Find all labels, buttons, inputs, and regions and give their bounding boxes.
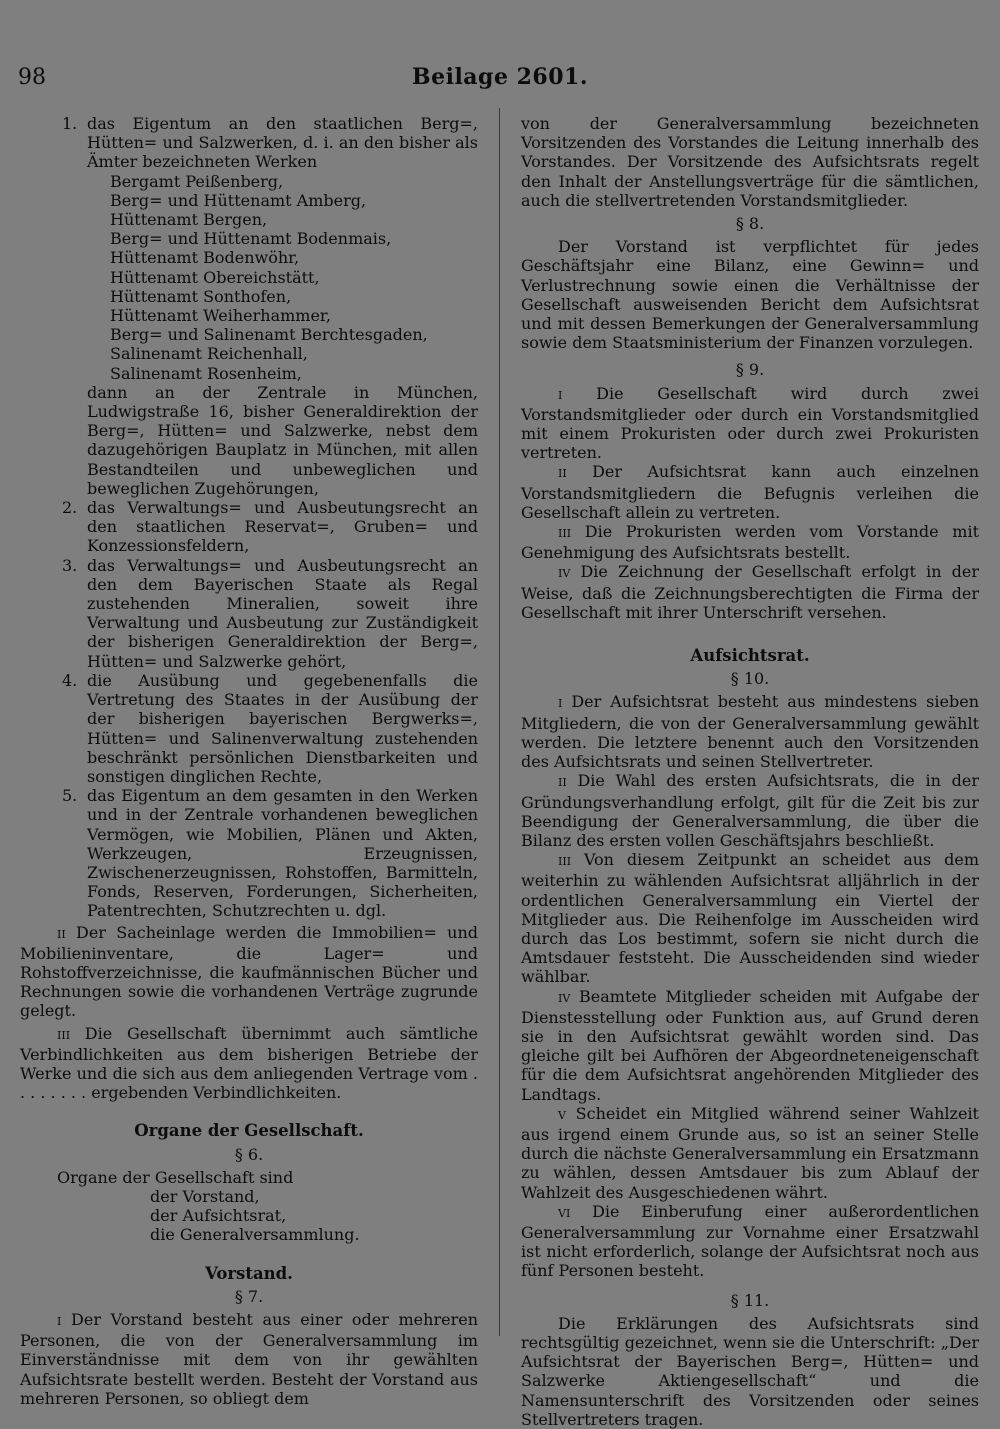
paragraph-text: Scheidet ein Mitglied während seiner Wahlzeit aus irgend einem Grunde aus, so ist an seiner Stelle durch die nächste Generalversammlung ein Ersatzmann zu wählen, dessen Amtsdauer bis zum Ablauf der Wahlzeit des Ausgeschiedenen währt. (521, 1103, 979, 1202)
item-text: das Verwaltungs= und Ausbeutungsrecht an den staatlichen Reservat=, Gruben= und Konzessionsfeldern, (87, 498, 478, 556)
paragraph (20, 923, 478, 1021)
list-item (20, 498, 478, 556)
organ-entry: die Generalversammlung. (150, 1225, 360, 1245)
paragraph (521, 384, 979, 463)
office-entry: Hüttenamt Sonthofen, (110, 286, 292, 306)
item-number: 3. (62, 555, 78, 575)
paragraph (20, 1024, 478, 1103)
paragraph-text: Die Erklärungen des Aufsichtsrats sind rechtsgültig gezeichnet, wenn sie die Unterschrift: „Der Aufsichtsrat der Bayerischen Berg=, Hütten= und Salzwerke Aktiengesellschaft“ und die Namensunterschrift des Vorsitzenden oder seines Stellvertreters tragen. (521, 1313, 979, 1429)
item-number: 2. (62, 498, 78, 518)
paragraph (521, 987, 979, 1104)
paragraph-mark: IV (558, 567, 571, 581)
paragraph-mark: II (558, 776, 567, 790)
left-column (20, 114, 478, 1408)
paragraph-number: § 10. (730, 669, 770, 689)
page-number: 98 (18, 65, 46, 90)
paragraph-mark: VI (558, 1206, 571, 1220)
list-item (20, 786, 478, 920)
paragraph-mark: III (558, 855, 572, 869)
item-text: das Eigentum an den staatlichen Berg=, Hütten= und Salzwerken, d. i. an den bisher als Ämter bezeichneten Werken (87, 114, 478, 172)
paragraph-text: Organe der Gesellschaft sind (57, 1167, 294, 1187)
item-text: das Eigentum an dem gesamten in den Werken und in der Zentrale vorhandenen beweglichen Vermögen, wie Mobilien, Plänen und Akten, Werkzeugen, Erzeugnissen, Zwischenerzeugnissen, Rohstoffen, Barmitteln, Fonds, Reserven, Forderungen, Sicherheiten, Patentrechten, Schutzrechten u. dgl. (87, 786, 478, 921)
page-header (0, 64, 1000, 94)
paragraph-mark: V (558, 1108, 566, 1122)
paragraph-mark: III (558, 527, 572, 541)
office-entry: Hüttenamt Bodenwöhr, (110, 248, 300, 268)
paragraph-mark: II (57, 927, 66, 941)
organ-entry: der Aufsichtsrat, (150, 1206, 287, 1226)
paragraph-text: von der Generalversammlung bezeichneten Vorsitzenden des Vorstandes die Leitung innerhalb des Vorstandes. Der Vorsitzende des Aufsichtsrats regelt den Inhalt der Anstellungsverträge für die sämtlichen, auch die stellvertretenden Vorstandsmitglieder. (521, 114, 979, 210)
item-text: die Ausübung und gegebenenfalls die Vertretung des Staates in der Ausübung der der bisherigen bayerischen Bergwerks=, Hütten= und Salinenverwaltung zustehenden beschränkt persönlichen Dienstbarkeiten und sonstigen dinglichen Rechte, (87, 670, 478, 786)
office-entry: Hüttenamt Bergen, (110, 210, 268, 230)
item-text-continuation: dann an der Zentrale in München, Ludwigstraße 16, bisher Generaldirektion der Berg=, Hütten= und Salzwerke, nebst dem dazugehörigen Bauplatz in München, mit allen Bestandteilen und unbeweglichen und beweglichen Zugehörungen, (87, 382, 478, 498)
organ-entry: der Vorstand, (150, 1186, 260, 1206)
paragraph-text: Die Gesellschaft wird durch zwei Vorstandsmitglieder oder durch ein Vorstandsmitglied mit einem Prokuristen oder durch zwei Prokuristen vertreten. (521, 383, 979, 463)
paragraph-number: § 11. (730, 1290, 770, 1310)
office-entry: Hüttenamt Weiherhammer, (110, 306, 331, 326)
organ-list (20, 1187, 478, 1245)
paragraph-text: Die Gesellschaft übernimmt auch sämtliche Verbindlichkeiten aus dem bisherigen Betriebe der Werke und die sich aus dem anliegenden Vertrage vom . . . . . . . . ergebenden Verbindlichkeiten. (20, 1023, 478, 1103)
paragraph-text: Der Aufsichtsrat besteht aus mindestens sieben Mitgliedern, die von der Generalversammlung gewählt werden. Die letztere benennt auch den Vorsitzenden des Aufsichtsrats und seinen Stellvertreter. (521, 692, 979, 772)
office-entry: Hüttenamt Obereichstätt, (110, 267, 320, 287)
paragraph-text: Die Prokuristen werden vom Vorstande mit Genehmigung des Aufsichtsrats bestellt. (521, 522, 979, 563)
paragraph (521, 562, 979, 622)
office-entry: Bergamt Peißenberg, (110, 171, 284, 191)
paragraph-mark: IV (558, 991, 571, 1005)
item-number: 4. (62, 670, 78, 690)
page-title: Beilage 2601. (412, 64, 588, 90)
paragraph-text: Die Zeichnung der Gesellschaft erfolgt in der Weise, daß die Zeichnungsberechtigten die Firma der Gesellschaft mit ihrer Unterschrift versehen. (521, 562, 980, 622)
office-list (20, 172, 478, 383)
paragraph-mark: I (57, 1314, 62, 1328)
column-divider (499, 108, 500, 1336)
paragraph-mark: II (558, 467, 567, 481)
list-item (20, 114, 478, 172)
list-item (20, 556, 478, 671)
paragraph (521, 1104, 979, 1202)
paragraph (521, 692, 979, 771)
office-entry: Berg= und Hüttenamt Bodenmais, (110, 229, 392, 249)
list-item (20, 671, 478, 786)
paragraph-number: § 6. (234, 1144, 264, 1164)
right-column (521, 114, 979, 1429)
paragraph-number: § 9. (735, 360, 765, 380)
paragraph (521, 771, 979, 850)
paragraph-text: Die Einberufung einer außerordentlichen Generalversammlung zur Vornahme einer Ersatzwahl ist nicht erforderlich, solange der Aufsichtsrat noch aus fünf Personen besteht. (521, 1201, 979, 1281)
paragraph-text: Der Vorstand ist verpflichtet für jedes Geschäftsjahr eine Bilanz, eine Gewinn= und Verlustrechnung sowie einen die Verhältnisse der Gesellschaft ausweisenden Bericht dem Aufsichtsrat und mit dessen Bemerkungen der Generalversammlung sowie dem Staatsministerium der Finanzen vorzulegen. (521, 237, 979, 353)
paragraph-number: § 7. (234, 1286, 264, 1306)
paragraph (521, 1202, 979, 1281)
paragraph-mark: I (558, 697, 563, 711)
item-number: 5. (62, 786, 78, 806)
paragraph-text: Beamtete Mitglieder scheiden mit Aufgabe der Dienstesstellung oder Funktion aus, auf Grund deren sie in den Aufsichtsrat gewählt worden sind. Das gleiche gilt bei Aufhören der Abgeordneteneigenschaft für die dem Aufsichtsrat angehörenden Mitglieder des Landtags. (521, 986, 979, 1104)
section-heading: Aufsichtsrat. (690, 646, 810, 666)
office-entry: Salinenamt Rosenheim, (110, 363, 302, 383)
paragraph-mark: III (57, 1028, 71, 1042)
paragraph-text: Die Wahl des ersten Aufsichtsrats, die in der Gründungsverhandlung erfolgt, gilt für die Zeit bis zur Beendigung der Generalversammlung, die über die Bilanz des ersten vollen Geschäftsjahrs beschließt. (521, 771, 979, 850)
office-entry: Salinenamt Reichenhall, (110, 344, 308, 364)
paragraph-number: § 8. (735, 214, 765, 234)
paragraph-mark: I (558, 388, 563, 402)
office-entry: Berg= und Hüttenamt Amberg, (110, 190, 367, 210)
paragraph-text: Der Vorstand besteht aus einer oder mehreren Personen, die von der Generalversammlung im Einverständnisse mit dem von ihr gewählten Aufsichtsrate bestellt werden. Besteht der Vorstand aus mehreren Personen, so obliegt dem (20, 1309, 478, 1408)
section-heading: Organe der Gesellschaft. (134, 1121, 364, 1141)
item-text: das Verwaltungs= und Ausbeutungsrecht an den dem Bayerischen Staate als Regal zustehenden Mineralien, soweit ihre Verwaltung und Ausbeutung zur Zuständigkeit der bisherigen Generaldirektion der Berg=, Hütten= und Salzwerke gehört, (87, 555, 478, 671)
section-heading: Vorstand. (205, 1263, 293, 1283)
paragraph (521, 850, 979, 986)
paragraph-text: Von diesem Zeitpunkt an scheidet aus dem weiterhin zu wählenden Aufsichtsrat alljährlich in der ordentlichen Generalversammlung ein Viertel der Mitglieder aus. Die Reihenfolge im Ausscheiden wird durch das Los bestimmt, sofern sie nicht durch die Amtsdauer feststeht. Die Ausscheidenden sind wieder wählbar. (521, 850, 980, 987)
office-entry: Berg= und Salinenamt Berchtesgaden, (110, 325, 428, 345)
paragraph-text: Der Aufsichtsrat kann auch einzelnen Vorstandsmitgliedern die Befugnis verleihen die Gesellschaft allein zu vertreten. (521, 462, 979, 522)
item-number: 1. (62, 114, 78, 133)
paragraph (20, 1310, 478, 1408)
paragraph (521, 522, 979, 562)
paragraph (521, 462, 979, 522)
paragraph-text: Der Sacheinlage werden die Immobilien= und Mobilieninventare, die Lager= und Rohstoffverzeichnisse, die kaufmännischen Bücher und Rechnungen sowie die vorhandenen Verträge zugrunde gelegt. (20, 922, 478, 1021)
